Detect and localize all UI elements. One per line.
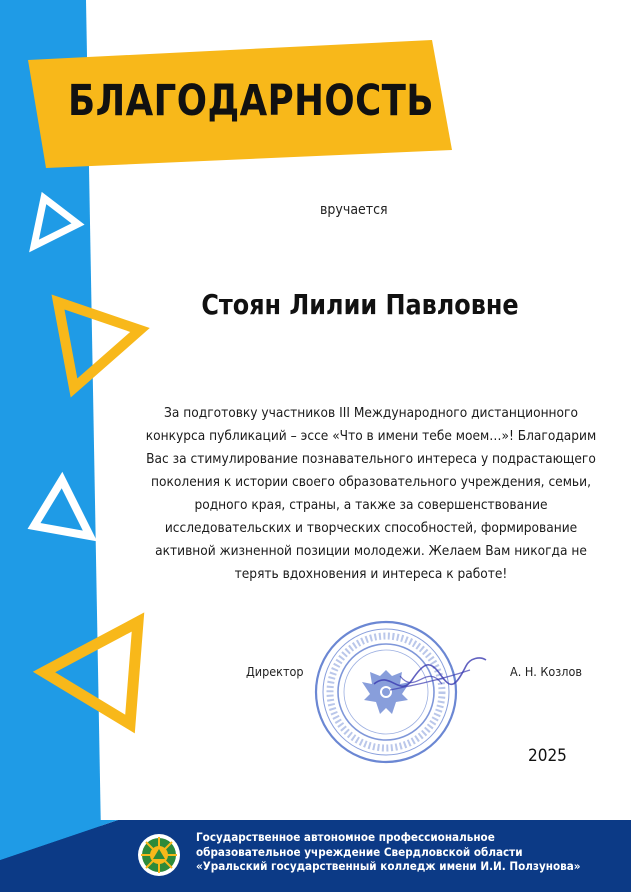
- footer-line: образовательное учреждение Свердловской области: [196, 844, 523, 859]
- body-text: [126, 402, 616, 586]
- body-line: активной жизненной позиции молодежи. Желаем Вам никогда не: [155, 543, 587, 559]
- body-line: поколения к истории своего образовательного учреждения, семьи,: [151, 474, 591, 490]
- recipient-name: Стоян Лилии Павловне: [201, 288, 519, 321]
- footer-institution: [196, 830, 626, 874]
- certificate-title: БЛАГОДАРНОСТЬ: [68, 76, 435, 126]
- footer-line: «Уральский государственный колледж имени И.И. Ползунова»: [196, 859, 581, 873]
- body-line: терять вдохновения и интереса к работе!: [234, 566, 508, 582]
- director-title: Директор: [246, 664, 304, 679]
- body-line: Вас за стимулирование познавательного интереса у подрастающего: [146, 451, 596, 467]
- body-line: исследовательских и творческих способностей, формирование: [164, 520, 578, 536]
- footer-line: Государственное автономное профессиональное: [196, 830, 495, 844]
- director-name: А. Н. Козлов: [510, 664, 582, 679]
- body-line: За подготовку участников III Международного дистанционного: [164, 405, 578, 421]
- certificate-year: 2025: [528, 746, 567, 766]
- director-signature: [370, 640, 490, 710]
- college-emblem-icon: [137, 833, 181, 877]
- body-line: родного края, страны, а также за совершенствование: [194, 497, 548, 513]
- presented-label: вручается: [320, 202, 388, 218]
- body-line: конкурса публикаций – эссе «Что в имени тебе моем…»! Благодарим: [145, 428, 597, 444]
